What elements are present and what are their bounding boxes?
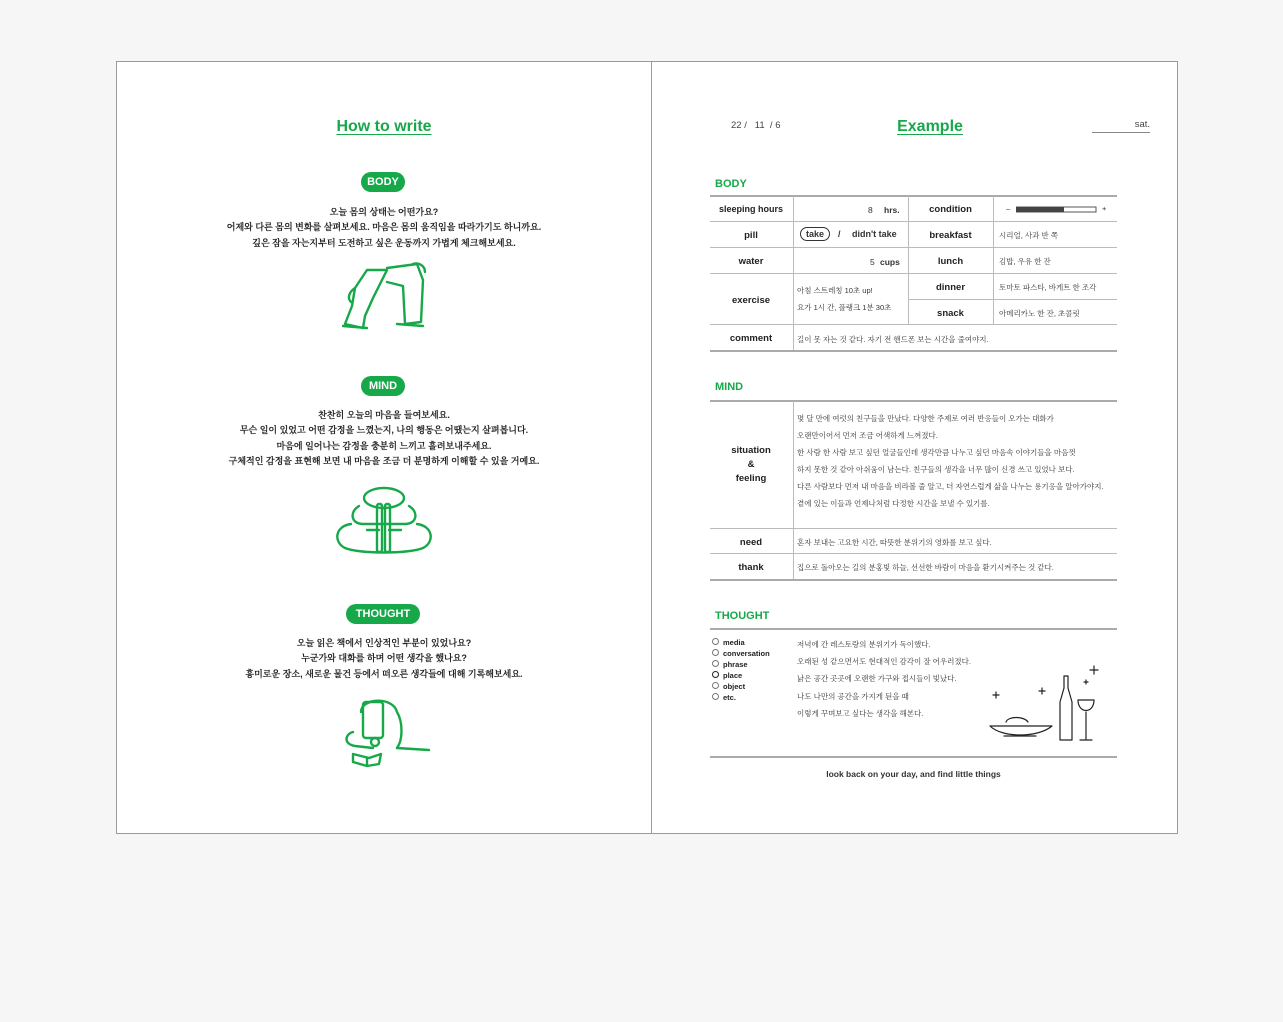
category-option[interactable]: [712, 681, 770, 692]
sleeping-hours-value: 8: [868, 205, 873, 215]
condition-minus: –: [1006, 204, 1011, 213]
body-instructions: [117, 205, 651, 251]
water-unit: cups: [880, 257, 900, 267]
divider: [710, 756, 1117, 758]
situation-text: [797, 410, 1104, 512]
body-line: 어제와 다른 몸의 변화를 살펴보세요. 마음은 몸의 움직임을 따라가기도 하니까요.: [226, 222, 542, 233]
divider: [710, 247, 1117, 248]
thought-category-list: [712, 637, 770, 703]
snack-label: snack: [937, 308, 964, 319]
date-year: 22: [731, 120, 742, 131]
situation-line: 하지 못한 것 같아 아쉬움이 남는다. 친구들의 생각을 너무 많이 신경 쓰고 있었나 보다.: [797, 465, 1075, 474]
body-line: 깊은 잠을 자는지부터 도전하고 싶은 운동까지 가볍게 체크해보세요.: [252, 237, 516, 248]
thought-line: 낡은 공간 곳곳에 오랜한 가구와 접시들이 빛났다.: [797, 674, 957, 684]
thought-line: 오래된 성 같으면서도 현대적인 감각이 잘 어우러졌다.: [797, 657, 971, 667]
how-to-write-page: [117, 62, 652, 833]
divider: [793, 196, 794, 350]
need-label: need: [739, 537, 763, 548]
situation-line: 몇 달 만에 여럿의 친구들을 만났다. 다양한 주제로 여러 반응들이 오가는 대화가: [797, 414, 1054, 423]
divider: [710, 221, 1117, 222]
exercise-line: 요가 1시 간, 플랭크 1분 30초: [797, 303, 892, 312]
category-option[interactable]: [712, 648, 770, 659]
situation-line: 한 사람 한 사람 보고 싶던 얼굴들인데 생각만큼 나누고 싶던 마음속 이야기들을 마음껏: [797, 448, 1076, 457]
checkmark-icon: [712, 671, 719, 678]
situation-feeling-label: [710, 444, 792, 486]
diary-spread: [116, 61, 1178, 834]
date: 22 / 11 / 6: [731, 120, 781, 131]
body-line: 오늘 몸의 상태는 어떤가요?: [329, 207, 439, 217]
dinner-table-icon: [982, 658, 1112, 744]
divider: [993, 196, 994, 324]
label-part: situation: [731, 445, 771, 456]
thought-section-label: THOUGHT: [715, 610, 770, 622]
radio-icon: [712, 638, 719, 645]
category-option[interactable]: [712, 637, 770, 648]
weekday: sat.: [1092, 119, 1150, 133]
breakfast-label: breakfast: [929, 230, 972, 241]
pill-take-option[interactable]: take: [800, 227, 830, 241]
divider: [793, 401, 794, 579]
exercise-label: exercise: [731, 295, 771, 306]
page-title: How to write: [336, 118, 432, 135]
thought-line: 오늘 읽은 책에서 인상적인 부분이 있었나요?: [296, 638, 472, 648]
need-value: 혼자 보내는 고요한 시간, 따뜻한 분위기의 영화를 보고 싶다.: [797, 538, 992, 547]
category-option[interactable]: [712, 659, 770, 670]
radio-icon: [712, 660, 719, 667]
condition-slider[interactable]: [1016, 206, 1100, 214]
radio-icon: [712, 649, 719, 656]
radio-icon: [712, 693, 719, 700]
mind-line: 마음에 일어나는 감정을 충분히 느끼고 흘려보내주세요.: [276, 440, 492, 451]
thank-label: thank: [738, 562, 764, 573]
reading-icon: [333, 692, 433, 772]
yoga-pose-icon: [327, 258, 437, 338]
comment-label: comment: [729, 333, 773, 344]
comment-value: 길이 못 자는 것 같다. 자기 전 핸드폰 보는 시간을 줄여야지.: [797, 335, 989, 344]
pill-separator: /: [838, 229, 841, 239]
category-option[interactable]: [712, 670, 770, 681]
situation-line: 오랜만이어서 먼저 조금 어색하게 느껴졌다.: [797, 431, 938, 440]
mind-label: MIND: [361, 376, 405, 396]
condition-label: condition: [929, 204, 972, 215]
divider: [994, 299, 1117, 300]
condition-plus: +: [1102, 204, 1107, 213]
thought-line: 나도 나만의 공간을 가지게 된을 때: [797, 691, 909, 701]
mind-instructions: [117, 408, 651, 469]
category-label: etc.: [723, 693, 736, 702]
divider: [908, 299, 993, 300]
divider: [710, 195, 1117, 197]
category-label: conversation: [723, 649, 770, 658]
divider: [710, 400, 1117, 402]
thought-text: [797, 636, 971, 722]
divider: [710, 273, 1117, 274]
body-label: BODY: [361, 172, 405, 192]
category-label: place: [723, 671, 743, 680]
sleeping-hours-unit: hrs.: [884, 205, 900, 215]
body-section-label: BODY: [715, 178, 747, 190]
thought-instructions: [117, 636, 651, 682]
date-month: 11: [754, 120, 765, 131]
date-day: 6: [775, 120, 781, 131]
page-title: Example: [897, 118, 963, 135]
situation-line: 곁에 있는 이들과 언제나처럼 다정한 시간을 보낼 수 있기를.: [797, 499, 990, 508]
label-part: &: [747, 459, 755, 470]
breakfast-value: 시리얼, 사과 반 쪽: [999, 231, 1059, 240]
water-label: water: [738, 256, 764, 267]
thought-label: THOUGHT: [346, 604, 420, 624]
thought-line: 이렇게 꾸며보고 싶다는 생각을 해본다.: [797, 708, 924, 718]
label-part: feeling: [735, 473, 767, 484]
category-label: media: [723, 638, 745, 647]
divider: [710, 553, 1117, 554]
divider: [710, 324, 1117, 325]
pill-didnt-option[interactable]: didn't take: [852, 229, 897, 239]
category-option[interactable]: [712, 692, 770, 703]
mind-line: 무슨 일이 있었고 어떤 감정을 느꼈는지, 나의 행동은 어땠는지 살펴봅니다.: [239, 425, 529, 436]
lunch-label: lunch: [937, 256, 964, 267]
dinner-value: 토마토 파스타, 바게트 한 조각: [999, 283, 1097, 292]
divider: [710, 628, 1117, 630]
divider: [710, 528, 1117, 529]
thought-line: 흥미로운 장소, 새로운 물건 등에서 떠오른 생각들에 대해 기록해보세요.: [245, 668, 523, 679]
meditation-icon: [329, 484, 439, 556]
thank-value: 집으로 돌아오는 길의 분홍빛 하늘, 선선한 바람이 마음을 환기시켜주는 것 같다.: [797, 563, 1054, 572]
radio-icon: [712, 682, 719, 689]
snack-value: 아메리카노 한 잔, 초콜릿: [999, 309, 1080, 318]
category-label: phrase: [723, 660, 748, 669]
mind-line: 구체적인 감정을 표현해 보면 내 마음을 조금 더 분명하게 이해할 수 있을 거예요.: [228, 455, 540, 466]
category-label: object: [723, 682, 746, 691]
lunch-value: 김밥, 우유 한 잔: [999, 257, 1051, 266]
sleeping-hours-label: sleeping hours: [718, 204, 783, 214]
situation-line: 다른 사람보다 먼저 내 마음을 비라볼 줄 알고, 더 자연스럽게 삶을 나누는 용기응을 알아가야지.: [797, 482, 1104, 491]
example-page: [652, 62, 1177, 833]
thought-line: 누군가와 대화를 하며 어떤 생각을 했나요?: [301, 653, 467, 664]
water-value: 5: [870, 257, 875, 267]
mind-line: 찬찬히 오늘의 마음을 들여보세요.: [318, 410, 450, 420]
mind-section-label: MIND: [715, 381, 744, 393]
footer-tagline: look back on your day, and find little things: [826, 769, 1001, 779]
pill-label: pill: [744, 230, 758, 241]
thought-line: 저녁에 간 레스토랑의 분위기가 독이했다.: [797, 640, 931, 649]
dinner-label: dinner: [935, 282, 966, 293]
divider: [710, 579, 1117, 581]
exercise-line: 아침 스트레칭 10초 up!: [797, 286, 873, 295]
divider: [710, 350, 1117, 352]
